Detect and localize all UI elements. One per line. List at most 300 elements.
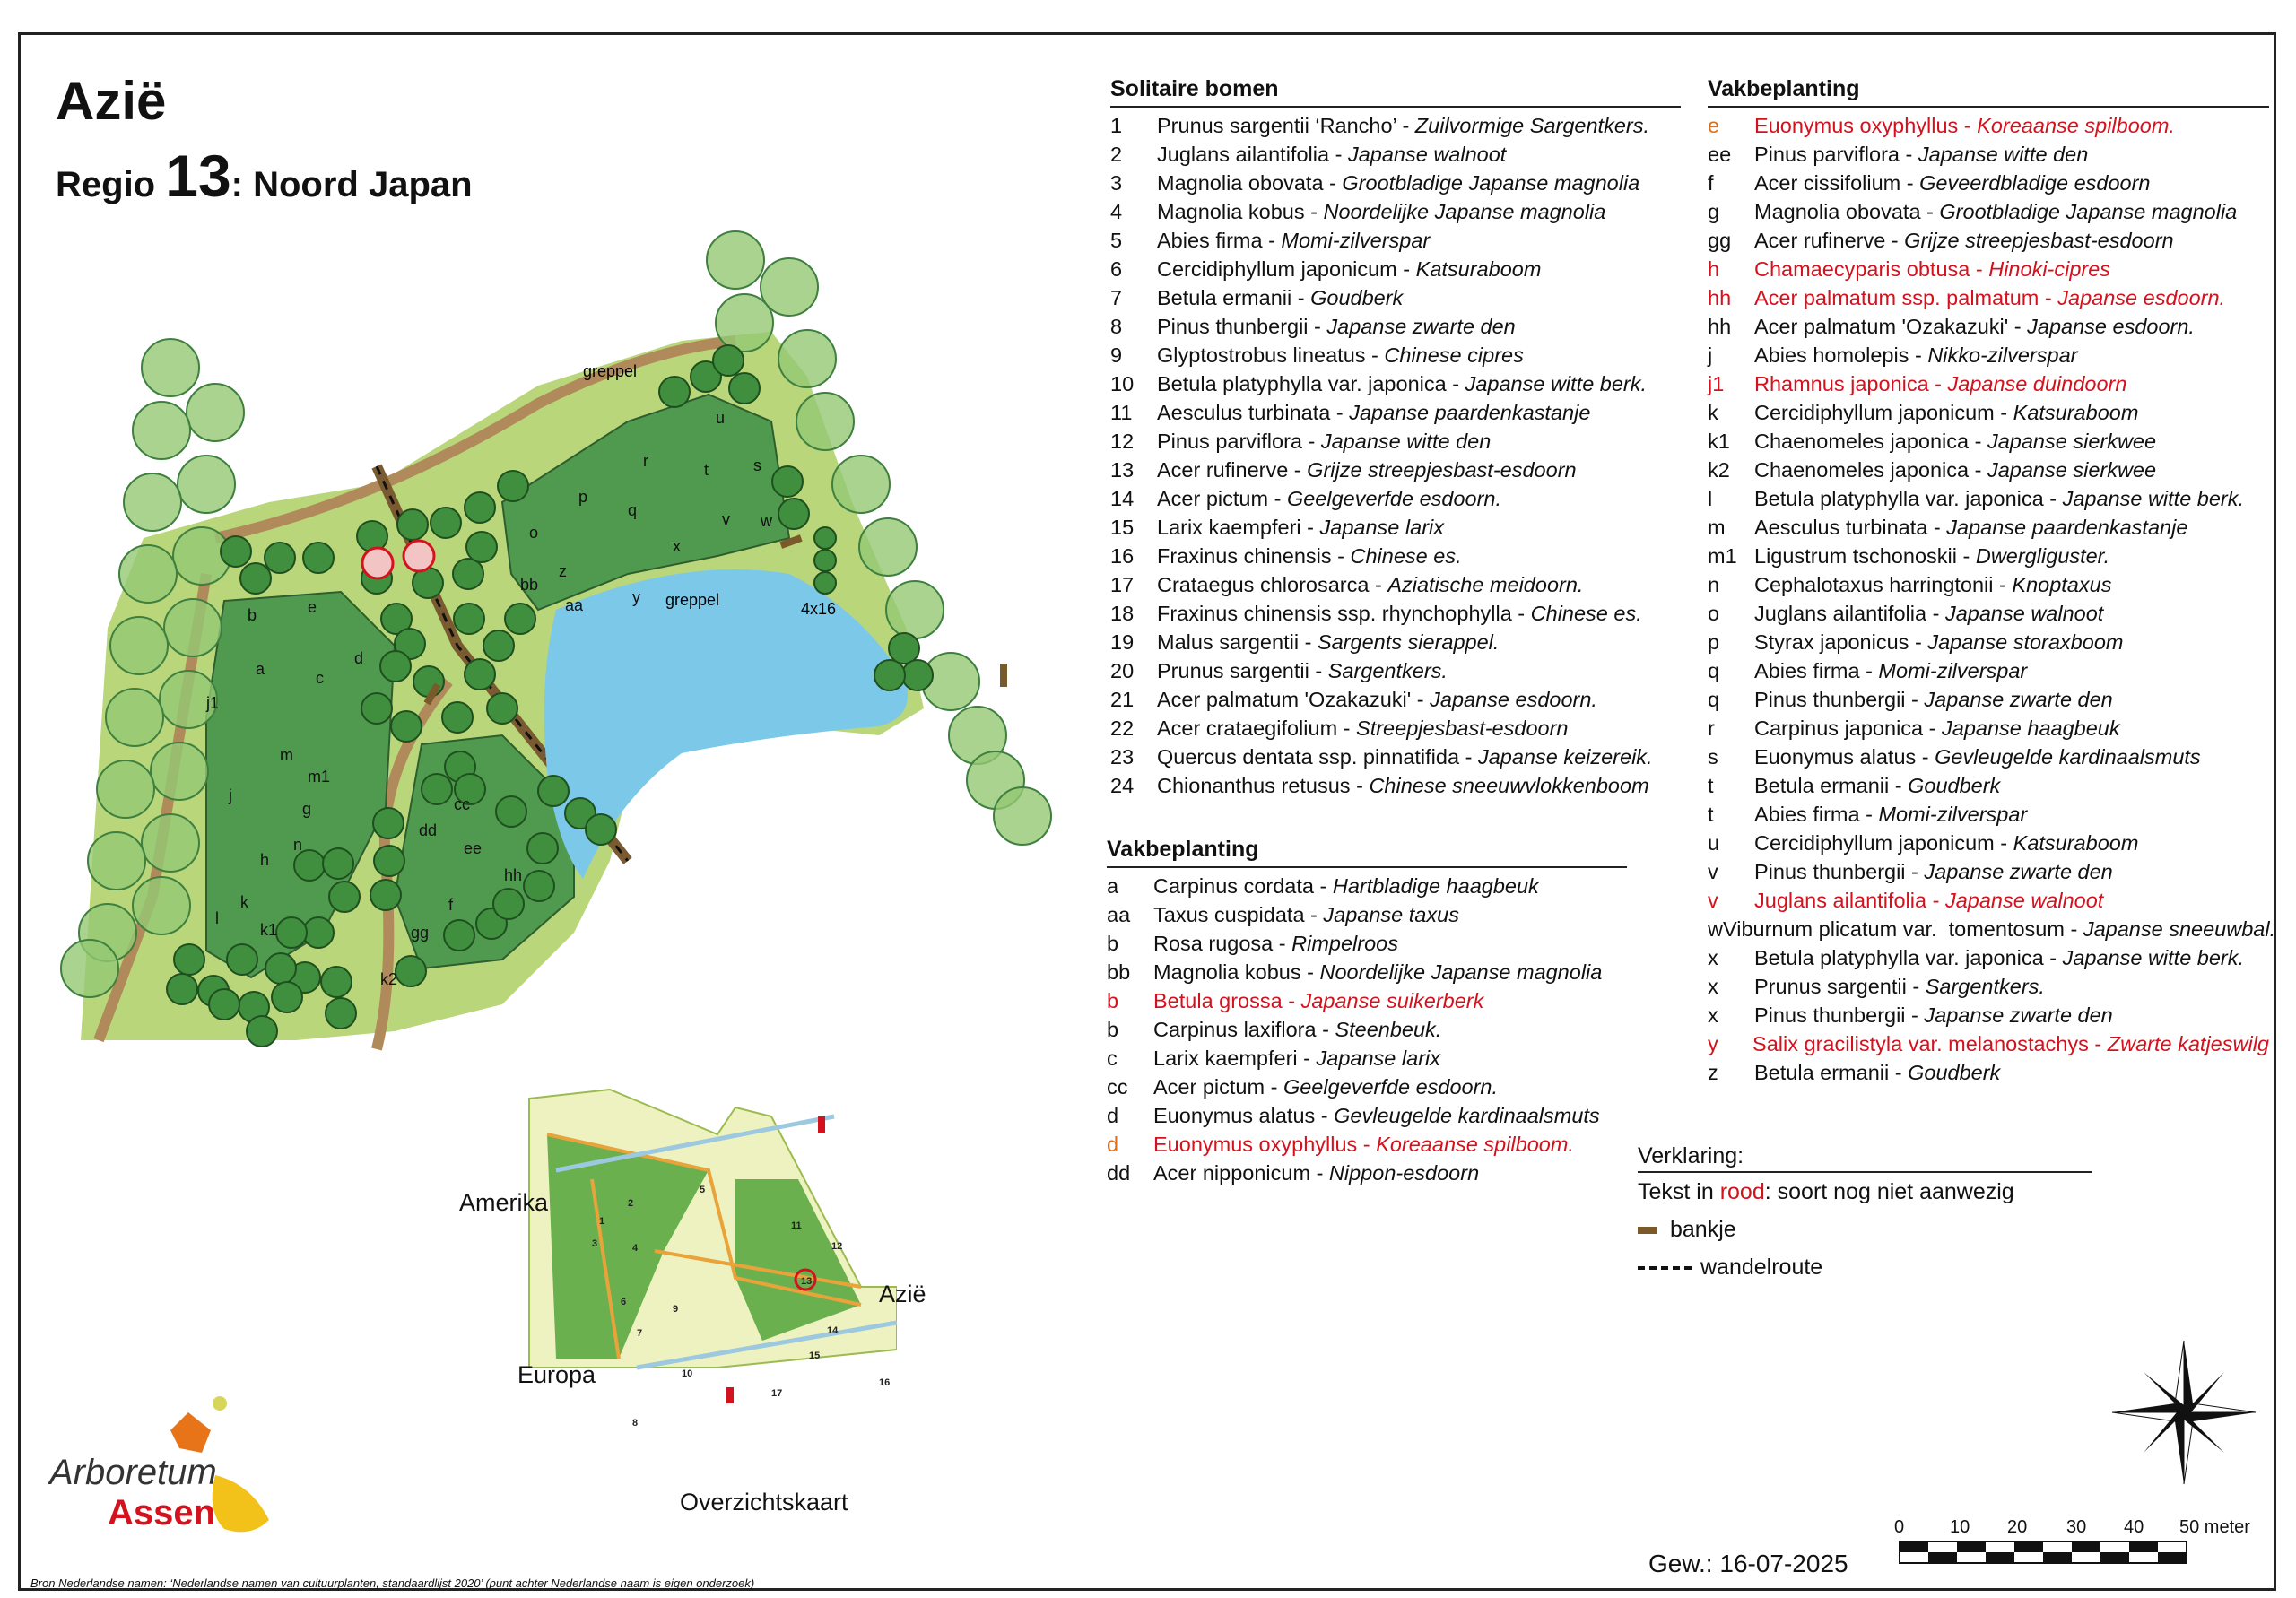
plant-common-name: Streepjesbast-esdoorn bbox=[1356, 716, 1569, 740]
plant-common-name: Japanse witte berk. bbox=[1465, 372, 1648, 395]
plant-common-name: Goudberk bbox=[1908, 1061, 2001, 1084]
solitaire-row bbox=[1110, 484, 1681, 513]
vak2-row bbox=[1708, 714, 2269, 743]
overview-label-europe: Europa bbox=[517, 1361, 596, 1388]
plant-code: 19 bbox=[1110, 630, 1135, 654]
bed-label-m: m bbox=[280, 746, 293, 764]
bed-label-aa: aa bbox=[565, 596, 584, 614]
legend-text-red: rood bbox=[1719, 1179, 1765, 1204]
plant-code: aa bbox=[1107, 903, 1131, 926]
bed-label-g: g bbox=[302, 800, 312, 818]
solitaire-row bbox=[1110, 255, 1681, 283]
logo-text-arboretum: Arboretum bbox=[49, 1453, 217, 1492]
plant-common-name: Sargentkers. bbox=[1327, 659, 1448, 682]
plant-common-name: Gevleugelde kardinaalsmuts bbox=[1935, 745, 2201, 769]
subtitle-prefix: Regio bbox=[56, 165, 166, 204]
solitaire-row bbox=[1110, 197, 1681, 226]
scale-tick-10: 10 bbox=[1950, 1517, 1970, 1537]
solitaire-row bbox=[1110, 169, 1681, 197]
plant-common-name: Katsuraboom bbox=[2013, 831, 2139, 855]
solitaire-row bbox=[1110, 628, 1681, 656]
plant-common-name: Chinese sneeuwvlokkenboom bbox=[1369, 774, 1649, 797]
legend-text-prefix: Tekst in bbox=[1638, 1179, 1720, 1204]
legend-heading: Verklaring: bbox=[1638, 1143, 2092, 1173]
section-7: 7 bbox=[637, 1328, 643, 1339]
compass-rose-icon bbox=[2108, 1336, 2260, 1489]
plant-code: g bbox=[1708, 200, 1720, 223]
plant-code: c bbox=[1107, 1047, 1118, 1070]
plant-latin-name: Salix gracilistyla var. melanostachys - bbox=[1752, 1032, 2108, 1055]
bed-label-j: j bbox=[229, 786, 232, 804]
section-11: 11 bbox=[791, 1220, 802, 1231]
plant-latin-name: Aesculus turbinata - bbox=[1754, 516, 1947, 539]
plant-code: 21 bbox=[1110, 688, 1135, 711]
plant-code: j bbox=[1708, 343, 1713, 367]
plant-latin-name: Acer crataegifolium - bbox=[1157, 716, 1357, 740]
page-title: Azië bbox=[56, 71, 167, 131]
region-subtitle bbox=[56, 142, 473, 210]
plant-code: 23 bbox=[1110, 745, 1135, 769]
plant-common-name: Grootbladige Japanse magnolia bbox=[1342, 171, 1640, 195]
vak2-row bbox=[1708, 829, 2269, 857]
plant-code: 13 bbox=[1110, 458, 1135, 482]
plant-code: 12 bbox=[1110, 430, 1135, 453]
region-number: 13 bbox=[165, 143, 231, 209]
plant-latin-name: Malus sargentii - bbox=[1157, 630, 1318, 654]
plant-latin-name: Acer rufinerve - bbox=[1754, 229, 1905, 252]
revision-date: Gew.: 16-07-2025 bbox=[1648, 1550, 1848, 1577]
plant-common-name: Zuilvormige Sargentkers. bbox=[1414, 114, 1650, 137]
plant-common-name: Chinese es. bbox=[1530, 602, 1642, 625]
vak2-row bbox=[1708, 484, 2269, 513]
plant-common-name: Koreaanse spilboom. bbox=[1977, 114, 2175, 137]
plant-latin-name: Euonymus alatus - bbox=[1153, 1104, 1335, 1127]
plant-latin-name: Betula ermanii - bbox=[1754, 774, 1909, 797]
bed-label-k1: k1 bbox=[260, 921, 278, 939]
bed-label-v: v bbox=[722, 510, 730, 528]
vak2-heading: Vakbeplanting bbox=[1708, 76, 2269, 108]
plant-code: b bbox=[1107, 1018, 1119, 1041]
plant-common-name: Momi-zilverspar bbox=[1878, 803, 2028, 826]
plant-common-name: Grijze streepjesbast-esdoorn bbox=[1904, 229, 2174, 252]
plant-code: b bbox=[1107, 989, 1119, 1012]
solitaire-row bbox=[1110, 599, 1681, 628]
plant-common-name: Japanse zwarte den bbox=[1924, 1003, 2113, 1027]
plant-code: 24 bbox=[1110, 774, 1135, 797]
plant-code: d bbox=[1107, 1104, 1119, 1127]
plant-common-name: Japanse zwarte den bbox=[1924, 860, 2113, 883]
vak1-heading: Vakbeplanting bbox=[1107, 837, 1627, 868]
plant-common-name: Japanse witte den bbox=[1320, 430, 1492, 453]
vak2-row bbox=[1708, 255, 2269, 283]
vak2-row bbox=[1708, 599, 2269, 628]
plant-latin-name: Abies homolepis - bbox=[1754, 343, 1928, 367]
bed-label-q: q bbox=[628, 501, 638, 519]
section-14: 14 bbox=[827, 1325, 839, 1336]
plant-common-name: Japanse walnoot bbox=[1347, 143, 1507, 166]
vak1-row bbox=[1107, 1159, 1627, 1187]
plant-common-name: Zwarte katjeswilg bbox=[2107, 1032, 2269, 1055]
bed-label-o: o bbox=[529, 524, 539, 542]
section-6: 6 bbox=[621, 1297, 627, 1307]
region-map bbox=[36, 215, 1121, 1058]
plant-code: hh bbox=[1708, 286, 1732, 309]
solitaire-row bbox=[1110, 656, 1681, 685]
bed-label-f: f bbox=[448, 896, 454, 914]
bed-label-gg: gg bbox=[411, 924, 430, 942]
plant-latin-name: Acer palmatum 'Ozakazuki' - bbox=[1157, 688, 1431, 711]
plant-latin-name: Betula platyphylla var. japonica - bbox=[1754, 946, 2063, 969]
plant-latin-name: Carpinus laxiflora - bbox=[1153, 1018, 1335, 1041]
plant-common-name: Japanse keizereik. bbox=[1477, 745, 1653, 769]
plant-code: 22 bbox=[1110, 716, 1135, 740]
solitaire-row bbox=[1110, 685, 1681, 714]
vak2-row bbox=[1708, 283, 2269, 312]
plant-latin-name: Rosa rugosa - bbox=[1153, 932, 1292, 955]
plant-common-name: Japanse taxus bbox=[1323, 903, 1459, 926]
route-icon bbox=[1638, 1266, 1692, 1270]
label-ditch-top: greppel bbox=[583, 362, 638, 380]
plant-latin-name: Magnolia obovata - bbox=[1754, 200, 1940, 223]
plant-common-name: Japanse paardenkastanje bbox=[1946, 516, 2188, 539]
vak2-row bbox=[1708, 656, 2269, 685]
plant-latin-name: Juglans ailantifolia - bbox=[1754, 889, 1945, 912]
bed-label-u: u bbox=[716, 409, 726, 427]
plant-code: x bbox=[1708, 946, 1718, 969]
bed-label-ee: ee bbox=[464, 839, 483, 857]
plant-code: 6 bbox=[1110, 257, 1123, 281]
logo-text-assen: Assen bbox=[108, 1493, 216, 1533]
leaf-small-icon bbox=[213, 1396, 227, 1411]
vak2-row bbox=[1708, 140, 2269, 169]
section-8: 8 bbox=[632, 1418, 639, 1429]
section-12: 12 bbox=[831, 1241, 843, 1252]
plant-latin-name: Pinus parviflora - bbox=[1157, 430, 1321, 453]
plant-code: t bbox=[1708, 803, 1714, 826]
plant-common-name: Noordelijke Japanse magnolia bbox=[1319, 960, 1603, 984]
vak2-row bbox=[1708, 800, 2269, 829]
section-1: 1 bbox=[599, 1216, 605, 1227]
plant-code: b bbox=[1107, 932, 1119, 955]
plant-latin-name: Chaenomeles japonica - bbox=[1754, 458, 1987, 482]
plant-code: v bbox=[1708, 889, 1718, 912]
solitaire-heading: Solitaire bomen bbox=[1110, 76, 1681, 108]
plant-latin-name: Pinus parviflora - bbox=[1754, 143, 1918, 166]
bed-label-z: z bbox=[559, 562, 567, 580]
bed-label-d: d bbox=[354, 649, 364, 667]
plant-code: m1 bbox=[1708, 544, 1737, 568]
plant-latin-name: Magnolia kobus - bbox=[1153, 960, 1320, 984]
plant-latin-name: Quercus dentata ssp. pinnatifida - bbox=[1157, 745, 1478, 769]
plant-code: dd bbox=[1107, 1161, 1131, 1185]
vak1-row bbox=[1107, 872, 1627, 900]
bed-label-t: t bbox=[704, 461, 709, 479]
vak2-row bbox=[1708, 1058, 2269, 1087]
scale-ticks bbox=[1894, 1517, 2250, 1537]
vak2-row bbox=[1708, 427, 2269, 456]
solitaire-row bbox=[1110, 369, 1681, 398]
plant-latin-name: Magnolia obovata - bbox=[1157, 171, 1343, 195]
vak1-row bbox=[1107, 900, 1627, 929]
plant-code: 17 bbox=[1110, 573, 1135, 596]
plant-common-name: Goudberk bbox=[1310, 286, 1404, 309]
plant-latin-name: Abies firma - bbox=[1157, 229, 1282, 252]
plant-latin-name: Taxus cuspidata - bbox=[1153, 903, 1324, 926]
label-ditch-mid: greppel bbox=[665, 591, 720, 609]
plant-code: 11 bbox=[1110, 401, 1133, 424]
plant-latin-name: Ligustrum tschonoskii - bbox=[1754, 544, 1976, 568]
plant-latin-name: Larix kaempferi - bbox=[1157, 516, 1320, 539]
plant-common-name: Momi-zilverspar bbox=[1878, 659, 2028, 682]
overview-parking-marker bbox=[818, 1116, 825, 1133]
plant-common-name: Japanse larix bbox=[1319, 516, 1444, 539]
plant-latin-name: Abies firma - bbox=[1754, 803, 1879, 826]
bed-label-p: p bbox=[578, 488, 588, 506]
vak1-row bbox=[1107, 1101, 1627, 1130]
legend-bench-label: bankje bbox=[1670, 1217, 1736, 1242]
overview-entrance-marker bbox=[726, 1387, 734, 1403]
plant-latin-name: Prunus sargentii - bbox=[1754, 975, 1926, 998]
solitaire-row bbox=[1110, 427, 1681, 456]
bed-label-bb: bb bbox=[520, 576, 539, 594]
plant-code: x bbox=[1708, 975, 1718, 998]
section-3: 3 bbox=[592, 1238, 598, 1249]
plant-common-name: Japanse witte berk. bbox=[2062, 946, 2245, 969]
legend-bench bbox=[1638, 1211, 2092, 1248]
plant-latin-name: Larix kaempferi - bbox=[1153, 1047, 1317, 1070]
bed-label-cc: cc bbox=[454, 795, 470, 813]
bed-label-k: k bbox=[240, 893, 248, 911]
bed-label-s: s bbox=[753, 456, 761, 474]
plant-common-name: Japanse zwarte den bbox=[1326, 315, 1516, 338]
scale-tick-40: 40 bbox=[2124, 1517, 2144, 1537]
plant-common-name: Chinese es. bbox=[1350, 544, 1462, 568]
plant-latin-name: Pinus thunbergii - bbox=[1157, 315, 1327, 338]
label-4x16: 4x16 bbox=[801, 600, 837, 618]
plant-latin-name: Abies firma - bbox=[1754, 659, 1879, 682]
plant-latin-name: Fraxinus chinensis - bbox=[1157, 544, 1351, 568]
plant-code: f bbox=[1708, 171, 1714, 195]
overview-map bbox=[502, 1072, 897, 1475]
plant-latin-name: Prunus sargentii ‘Rancho’ - bbox=[1157, 114, 1415, 137]
legend-red-text bbox=[1638, 1173, 2092, 1211]
plant-common-name: Noordelijke Japanse magnolia bbox=[1323, 200, 1606, 223]
section-2: 2 bbox=[628, 1198, 634, 1209]
plant-common-name: Sargents sierappel. bbox=[1317, 630, 1500, 654]
plant-code: 18 bbox=[1110, 602, 1135, 625]
plant-latin-name: Acer palmatum 'Ozakazuki' - bbox=[1754, 315, 2028, 338]
solitaire-row bbox=[1110, 456, 1681, 484]
plant-common-name: Grijze streepjesbast-esdoorn bbox=[1307, 458, 1577, 482]
vak2-row bbox=[1708, 857, 2269, 886]
plant-code: 8 bbox=[1110, 315, 1123, 338]
plant-code: ee bbox=[1708, 143, 1732, 166]
plant-latin-name: Magnolia kobus - bbox=[1157, 200, 1324, 223]
bed-label-j1: j1 bbox=[206, 694, 220, 712]
plant-common-name: Momi-zilverspar bbox=[1281, 229, 1431, 252]
solitaire-row bbox=[1110, 312, 1681, 341]
plant-common-name: Koreaanse spilboom. bbox=[1376, 1133, 1574, 1156]
vak2-row bbox=[1708, 972, 2269, 1001]
bed-label-y: y bbox=[632, 588, 640, 606]
plant-latin-name: Pinus thunbergii - bbox=[1754, 860, 1925, 883]
plant-latin-name: Juglans ailantifolia - bbox=[1754, 602, 1945, 625]
plant-code: o bbox=[1708, 602, 1720, 625]
bed-label-w: w bbox=[761, 512, 772, 530]
plant-common-name: Rimpelroos bbox=[1292, 932, 1398, 955]
overview-label-asia: Azië bbox=[879, 1281, 926, 1307]
plant-code: r bbox=[1708, 716, 1715, 740]
bed-label-l: l bbox=[215, 909, 219, 927]
plant-common-name: Japanse larix bbox=[1316, 1047, 1440, 1070]
plant-common-name: Japanse witte den bbox=[1918, 143, 2089, 166]
plant-code: k bbox=[1708, 401, 1718, 424]
plant-latin-name: Acer palmatum ssp. palmatum - bbox=[1754, 286, 2058, 309]
solitaire-row bbox=[1110, 570, 1681, 599]
plant-latin-name: Viburnum plicatum var. tomentosum - bbox=[1722, 917, 2083, 941]
scale-tick-30: 30 bbox=[2066, 1517, 2087, 1537]
bed-label-b: b bbox=[248, 606, 257, 624]
plant-common-name: Japanse walnoot bbox=[1944, 602, 2104, 625]
solitaire-row bbox=[1110, 140, 1681, 169]
leaf-orange-icon bbox=[170, 1412, 211, 1453]
plant-common-name: Geelgeverfde esdoorn. bbox=[1283, 1075, 1499, 1099]
vak2-row bbox=[1708, 169, 2269, 197]
plant-common-name: Nikko-zilverspar bbox=[1927, 343, 2078, 367]
plant-latin-name: Carpinus japonica - bbox=[1754, 716, 1942, 740]
plant-code: a bbox=[1107, 874, 1119, 898]
plant-common-name: Katsuraboom bbox=[1415, 257, 1542, 281]
solitaire-row bbox=[1110, 226, 1681, 255]
plant-common-name: Japanse duindoorn bbox=[1947, 372, 2127, 395]
plant-latin-name: Crataegus chlorosarca - bbox=[1157, 573, 1388, 596]
plant-common-name: Geveerdbladige esdoorn bbox=[1919, 171, 2151, 195]
plant-code: l bbox=[1708, 487, 1713, 510]
vak1-row bbox=[1107, 986, 1627, 1015]
plant-latin-name: Styrax japonicus - bbox=[1754, 630, 1928, 654]
vak1-row bbox=[1107, 1073, 1627, 1101]
vak2-row bbox=[1708, 915, 2276, 943]
vak2-row bbox=[1708, 513, 2269, 542]
plant-latin-name: Chamaecyparis obtusa - bbox=[1754, 257, 1989, 281]
vak1-row bbox=[1107, 1015, 1627, 1044]
plant-latin-name: Acer rufinerve - bbox=[1157, 458, 1308, 482]
plant-code: z bbox=[1708, 1061, 1718, 1084]
plant-latin-name: Euonymus oxyphyllus - bbox=[1153, 1133, 1377, 1156]
plant-code: 20 bbox=[1110, 659, 1135, 682]
section-15: 15 bbox=[809, 1350, 821, 1361]
bed-label-h: h bbox=[260, 851, 270, 869]
plant-latin-name: Betula ermanii - bbox=[1754, 1061, 1909, 1084]
vak2-row bbox=[1708, 456, 2269, 484]
plant-code: hh bbox=[1708, 315, 1732, 338]
legend-text-suffix: : soort nog niet aanwezig bbox=[1764, 1179, 2014, 1204]
plant-latin-name: Betula ermanii - bbox=[1157, 286, 1311, 309]
plant-latin-name: Cercidiphyllum japonicum - bbox=[1157, 257, 1416, 281]
plant-latin-name: Euonymus oxyphyllus - bbox=[1754, 114, 1978, 137]
section-16: 16 bbox=[879, 1377, 891, 1388]
solitaire-row bbox=[1110, 714, 1681, 743]
plant-latin-name: Aesculus turbinata - bbox=[1157, 401, 1350, 424]
plant-common-name: Dwergliguster. bbox=[1975, 544, 2110, 568]
vak2-row bbox=[1708, 628, 2269, 656]
vak2-row bbox=[1708, 743, 2269, 771]
plant-latin-name: Carpinus cordata - bbox=[1153, 874, 1333, 898]
section-17: 17 bbox=[771, 1388, 783, 1399]
plant-latin-name: Euonymus alatus - bbox=[1754, 745, 1935, 769]
vak2-row bbox=[1708, 369, 2269, 398]
plant-latin-name: Cercidiphyllum japonicum - bbox=[1754, 401, 2013, 424]
plant-common-name: Japanse esdoorn. bbox=[2027, 315, 2195, 338]
plant-common-name: Japanse esdoorn. bbox=[1430, 688, 1597, 711]
plant-code: 10 bbox=[1110, 372, 1135, 395]
plant-code: m bbox=[1708, 516, 1726, 539]
plant-code: 16 bbox=[1110, 544, 1135, 568]
plant-code: 3 bbox=[1110, 171, 1123, 195]
vak2-row bbox=[1708, 771, 2269, 800]
bed-label-hh: hh bbox=[504, 866, 523, 884]
plant-latin-name: Acer nipponicum - bbox=[1153, 1161, 1329, 1185]
plant-latin-name: Betula platyphylla var. japonica - bbox=[1754, 487, 2063, 510]
scale-tick-0: 0 bbox=[1894, 1517, 1905, 1537]
scale-blocks bbox=[1900, 1542, 2187, 1563]
plant-code: 2 bbox=[1110, 143, 1123, 166]
plant-common-name: Sargentkers. bbox=[1925, 975, 2045, 998]
plant-code: 5 bbox=[1110, 229, 1123, 252]
subtitle-suffix: : Noord Japan bbox=[230, 165, 473, 204]
plant-code: u bbox=[1708, 831, 1720, 855]
plant-common-name: Japanse paardenkastanje bbox=[1349, 401, 1591, 424]
arboretum-logo bbox=[45, 1385, 287, 1556]
plant-code: gg bbox=[1708, 229, 1732, 252]
plant-latin-name: Pinus thunbergii - bbox=[1754, 688, 1925, 711]
section-13: 13 bbox=[801, 1276, 813, 1287]
vak2-row bbox=[1708, 197, 2269, 226]
plant-latin-name: Cephalotaxus harringtonii - bbox=[1754, 573, 2013, 596]
plant-latin-name: Juglans ailantifolia - bbox=[1157, 143, 1348, 166]
bed-label-a: a bbox=[256, 660, 265, 678]
plant-common-name: Steenbeuk. bbox=[1335, 1018, 1442, 1041]
plant-latin-name: Cercidiphyllum japonicum - bbox=[1754, 831, 2013, 855]
vak2-row bbox=[1708, 226, 2269, 255]
plant-code: h bbox=[1708, 257, 1720, 281]
vak2-row bbox=[1708, 1029, 2269, 1058]
plant-latin-name: Chaenomeles japonica - bbox=[1754, 430, 1987, 453]
vak2-row bbox=[1708, 398, 2269, 427]
legend-route-label: wandelroute bbox=[1700, 1255, 1823, 1280]
plant-latin-name: Glyptostrobus lineatus - bbox=[1157, 343, 1385, 367]
vak1-row bbox=[1107, 1044, 1627, 1073]
plant-latin-name: Betula platyphylla var. japonica - bbox=[1157, 372, 1465, 395]
vak2-row bbox=[1708, 312, 2269, 341]
vak1-row bbox=[1107, 958, 1627, 986]
plant-common-name: Geelgeverfde esdoorn. bbox=[1286, 487, 1502, 510]
plant-code: n bbox=[1708, 573, 1720, 596]
solitaire-row bbox=[1110, 513, 1681, 542]
vak1-row bbox=[1107, 929, 1627, 958]
section-5: 5 bbox=[700, 1185, 706, 1195]
plant-common-name: Japanse esdoorn. bbox=[2057, 286, 2226, 309]
plant-code: 7 bbox=[1110, 286, 1123, 309]
plant-common-name: Japanse suikerberk bbox=[1300, 989, 1484, 1012]
plant-latin-name: Fraxinus chinensis ssp. rhynchophylla - bbox=[1157, 602, 1531, 625]
plant-code: e bbox=[1708, 114, 1720, 137]
vak-list-2 bbox=[1708, 76, 2276, 1087]
plant-code: y bbox=[1708, 1032, 1718, 1055]
plant-latin-name: Betula grossa - bbox=[1153, 989, 1301, 1012]
plant-code: 1 bbox=[1110, 114, 1123, 137]
solitaire-list bbox=[1110, 76, 1681, 800]
